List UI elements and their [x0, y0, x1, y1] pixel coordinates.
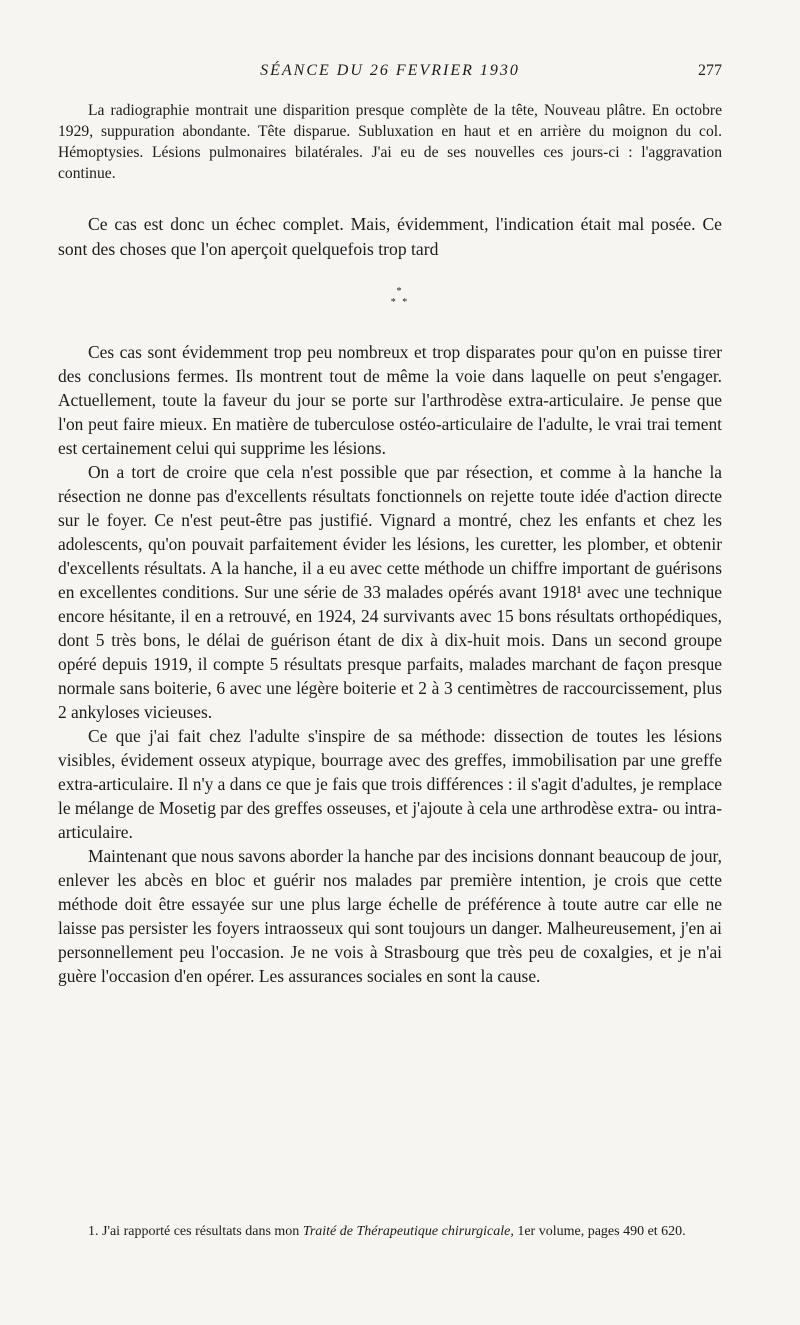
footnote: [58, 1223, 722, 1241]
paragraph-body-2: On a tort de croire que cela n'est possible que par résection, et comme à la hanche la résection ne donne pas d'excellents résultats fonctionnels on rejette toute idée d'action directe sur le foyer. Ce n'est peut-être pas justifié. Vignard a montré, chez les enfants et chez les adolescents, qu'on pouvait parfaitement évider les lésions, les curetter, les plomber, et obtenir d'excellents résultats. A la hanche, il a eu avec cette méthode un chiffre important de guérisons en excellentes conditions. Sur une série de 33 malades opérés avant 1918¹ avec une technique encore hésitante, il en a retrouvé, en 1924, 24 survivants avec 15 bons résultats orthopédiques, dont 5 très bons, le délai de guérison étant de dix à dix-huit mois. Dans un second groupe opéré depuis 1919, il compte 5 résultats presque parfaits, malades marchant de façon presque normale sans boiterie, 6 avec une légère boiterie et 2 à 3 centimètres de raccourcissement, plus 2 ankyloses vicieuses.: [58, 462, 722, 722]
running-header: [58, 58, 722, 88]
asterisk-top: *: [396, 286, 404, 297]
paragraph-body-3: Ce que j'ai fait chez l'adulte s'inspire de sa méthode: dissection de toutes les lésions visibles, évidement osseux atypique, bourrage avec des greffes, immobilisation par une greffe extra-articulaire. Il n'y a dans ce que je fais que trois différences : il s'agit d'adultes, je remplace le mélange de Mosetig par des greffes osseuses, et j'ajoute à cela une arthrodèse extra- ou intra-articulaire.: [58, 726, 722, 842]
footnote-tail: 1er volume, pages 490 et 620.: [517, 1224, 686, 1239]
paragraph-conclusion-case: Ce cas est donc un échec complet. Mais, évidemment, l'indication était mal posée. Ce sont des choses que l'on aperçoit quelquefois trop tard: [58, 214, 722, 259]
paragraph-case-report: La radiographie montrait une disparition presque complète de la tête, Nouveau plâtre. En octobre 1929, suppuration abondante. Tête disparue. Subluxation en haut et en arrière du moignon du col. Hémoptysies. Lésions pulmonaires bilatérales. J'ai eu de ses nouvelles ces jours-ci : l'aggravation continue.: [58, 102, 722, 182]
page-number: 277: [698, 62, 722, 79]
main-body: [58, 340, 722, 988]
footnote-lead: 1. J'ai rapporté ces résultats dans mon: [88, 1224, 300, 1239]
paragraph-body-4: Maintenant que nous savons aborder la hanche par des incisions donnant beaucoup de jour, enlever les abcès en bloc et guérir nos malades par première intention, je crois que cette méthode doit être essayée sur une plus large échelle de préférence à toute autre car elle ne laisse pas persister les foyers intraosseux qui sont toujours un danger. Malheureusement, j'en ai personnellement peu l'occasion. Je ne vois à Strasbourg que très peu de coxalgies, et je n'ai guère l'occasion d'en opérer. Les assurances sociales en sont la cause.: [58, 846, 722, 986]
paragraph-body-1: Ces cas sont évidemment trop peu nombreux et trop disparates pour qu'on en puisse tirer des conclusions fermes. Ils montrent tout de même la voie dans laquelle on peut s'engager. Actuellement, toute la faveur du jour se porte sur l'arthrodèse extra-articulaire. Je pense que l'on peut faire mieux. En matière de tuberculose ostéo-articulaire de l'adulte, le vrai trai tement est certainement celui qui supprime les lésions.: [58, 342, 722, 458]
header-title: SÉANCE DU 26 FEVRIER 1930: [260, 62, 520, 79]
section-separator-asterisks: [0, 286, 800, 308]
asterisk-bottom: * *: [390, 297, 410, 308]
footnote-book-title: Traité de Thérapeutique chirurgicale,: [302, 1224, 514, 1239]
